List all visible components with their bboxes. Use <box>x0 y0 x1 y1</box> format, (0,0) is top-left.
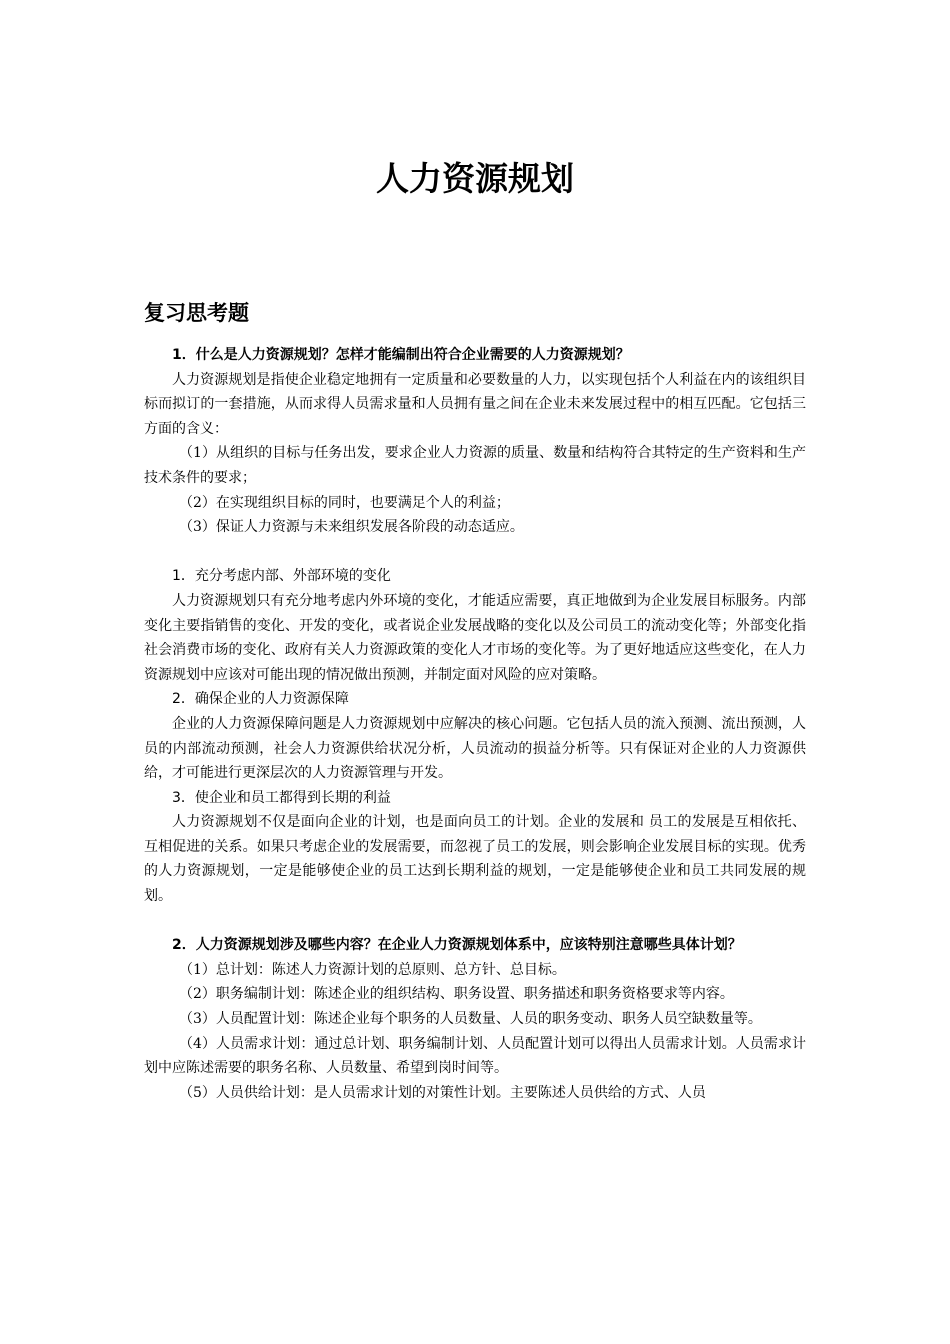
paragraph-spacer <box>144 540 806 565</box>
subheading: 1．充分考虑内部、外部环境的变化 <box>172 568 391 585</box>
paragraph: （5）人员供给计划：是人员需求计划的对策性计划。主要陈述人员供给的方式、人员 <box>179 1084 706 1101</box>
document-title: 人力资源规划 <box>376 159 574 198</box>
paragraph: （3）保证人力资源与未来组织发展各阶段的动态适应。 <box>179 519 524 536</box>
paragraph: （1）从组织的目标与任务出发，要求企业人力资源的质量、数量和结构符合其特定的生产资料和生产技术条件的要求； <box>144 445 806 486</box>
paragraph: （4）人员需求计划：通过总计划、职务编制计划、人员配置计划可以得出人员需求计划。人员需求计划中应陈述需要的职务名称、人员数量、希望到岗时间等。 <box>144 1035 806 1077</box>
paragraph: 人力资源规划是指使企业稳定地拥有一定质量和必要数量的人力，以实现包括个人利益在内的该组织目标而拟订的一套措施，从而求得人员需求量和人员拥有量之间在企业未来发展过程中的相互匹配。它包括三方面的含义： <box>144 371 806 437</box>
subheading: 2．确保企业的人力资源保障 <box>172 691 349 708</box>
document-body <box>144 343 806 1105</box>
subheading: 3．使企业和员工都得到长期的利益 <box>172 789 391 806</box>
paragraph: 人力资源规划只有充分地考虑内外环境的变化，才能适应需要，真正地做到为企业发展目标服务。内部变化主要指销售的变化、开发的变化，或者说企业发展战略的变化以及公司员工的流动变化等；外部变化指社会消费市场的变化、政府有关人力资源政策的变化人才市场的变化等。为了更好地适应这些变化，在人力资源规划中应该对可能出现的情况做出预测，并制定面对风险的应对策略。 <box>144 592 806 683</box>
question-heading: 2．人力资源规划涉及哪些内容？在企业人力资源规划体系中，应该特别注意哪些具体计划？ <box>172 937 742 954</box>
section-heading: 复习思考题 <box>144 301 249 325</box>
paragraph: （2）职务编制计划：陈述企业的组织结构、职务设置、职务描述和职务资格要求等内容。 <box>179 986 734 1003</box>
question-heading: 1．什么是人力资源规划？怎样才能编制出符合企业需要的人力资源规划？ <box>172 347 630 363</box>
paragraph: （3）人员配置计划：陈述企业每个职务的人员数量、人员的职务变动、职务人员空缺数量等。 <box>179 1011 762 1028</box>
paragraph: 企业的人力资源保障问题是人力资源规划中应解决的核心问题。它包括人员的流入预测、流出预测，人员的内部流动预测，社会人力资源供给状况分析，人员流动的损益分析等。只有保证对企业的人力资源供给，才可能进行更深层次的人力资源管理与开发。 <box>144 715 806 782</box>
paragraph: （2）在实现组织目标的同时，也要满足个人的利益； <box>179 494 510 511</box>
paragraph-spacer <box>144 909 806 934</box>
paragraph: （1）总计划：陈述人力资源计划的总原则、总方针、总目标。 <box>179 961 566 978</box>
paragraph: 人力资源规划不仅是面向企业的计划，也是面向员工的计划。企业的发展和 员工的发展是互相依托、互相促进的关系。如果只考虑企业的发展需要，而忽视了员工的发展，则会影响企业发展目标的实现。优秀的人力资源规划，一定是能够使企业的员工达到长期利益的规划，一定是能够使企业和员工共同发展的规划。 <box>144 814 806 905</box>
